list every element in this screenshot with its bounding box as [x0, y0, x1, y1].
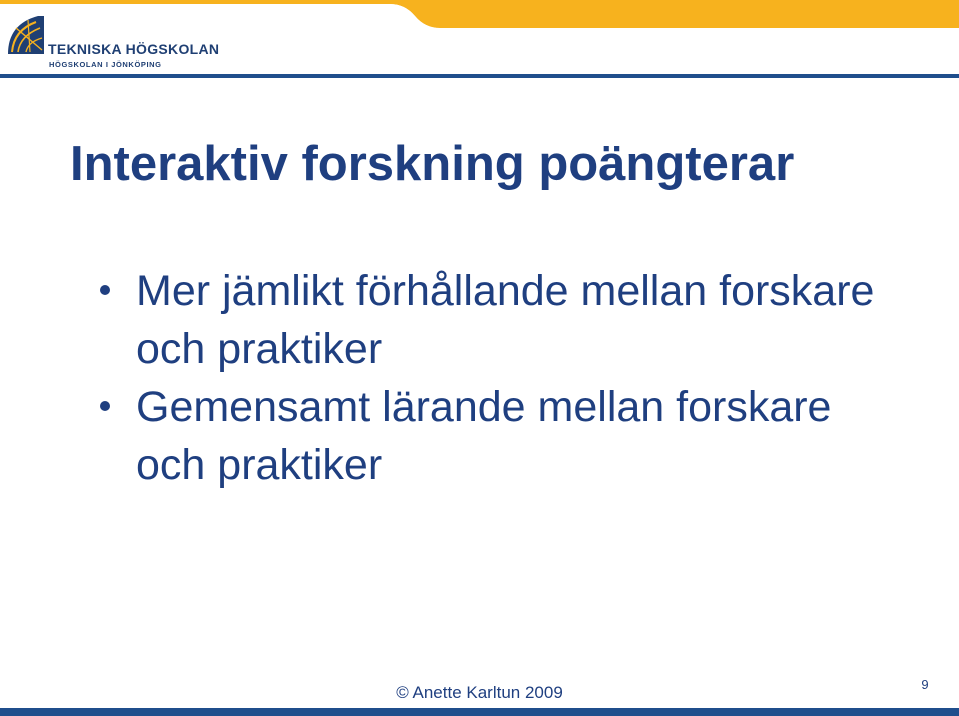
bullet-dot-icon [100, 285, 110, 295]
bullet-item [90, 378, 910, 494]
logo-subtitle: HÖGSKOLAN I JÖNKÖPING [49, 60, 162, 69]
slide-header [0, 0, 959, 80]
globe-logo-icon [6, 14, 46, 56]
header-divider [0, 74, 959, 78]
bullet-list [90, 262, 910, 494]
footer-copyright: © Anette Karltun 2009 [396, 683, 563, 702]
page-number: 9 [921, 677, 929, 692]
logo-name: TEKNISKA HÖGSKOLAN [48, 41, 220, 57]
bullet-text: Gemensamt lärande mellan forskare och praktiker [136, 383, 832, 489]
bullet-item [90, 262, 910, 378]
slide-title: Interaktiv forskning poängterar [70, 137, 795, 191]
footer-divider [0, 708, 959, 716]
bullet-text: Mer jämlikt förhållande mellan forskare och praktiker [136, 267, 875, 373]
university-logo [6, 14, 220, 72]
bullet-dot-icon [100, 401, 110, 411]
